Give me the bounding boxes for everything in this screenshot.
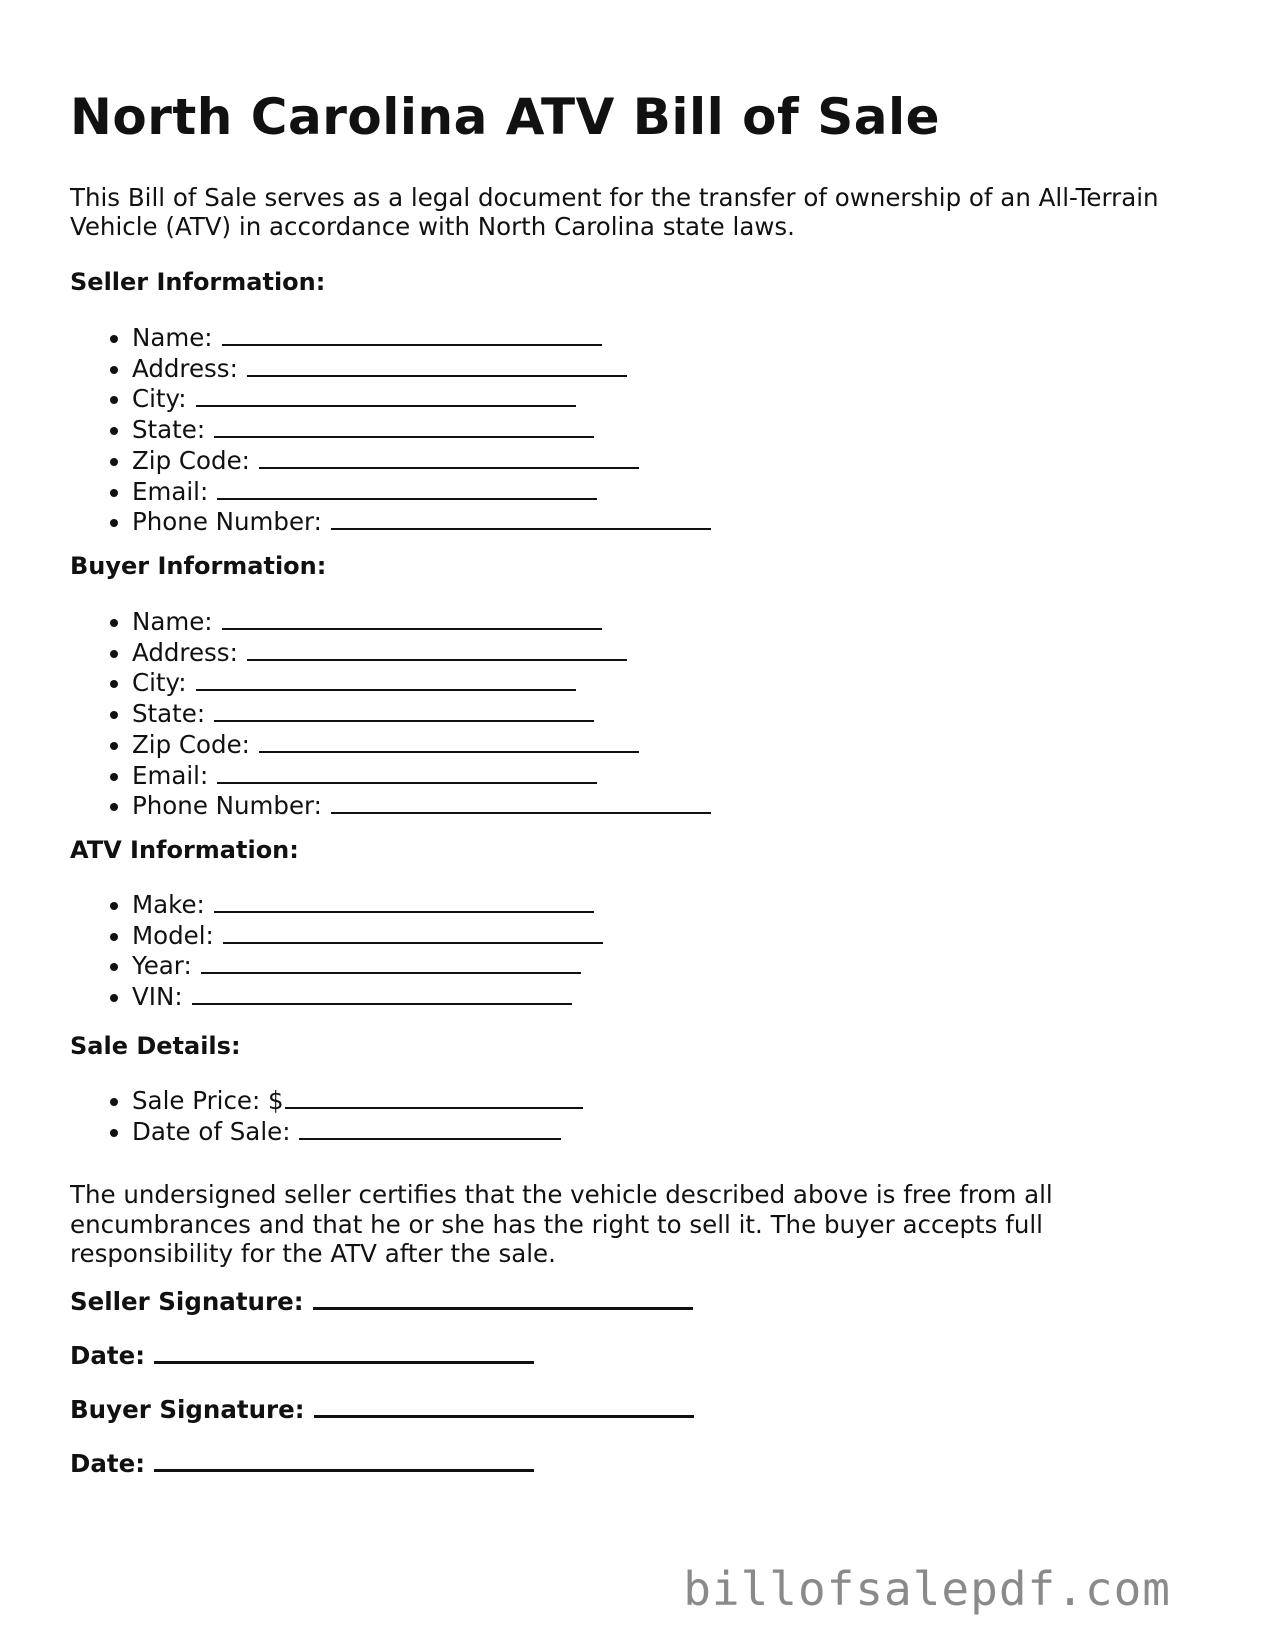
seller-zip-blank[interactable] — [259, 445, 639, 469]
atv-model-blank[interactable] — [223, 920, 603, 944]
buyer-address-blank[interactable] — [247, 637, 627, 661]
seller-phone-blank[interactable] — [331, 506, 711, 530]
buyer-field-list — [70, 606, 711, 821]
sale-price-field: • Sale Price: $ — [132, 1085, 583, 1116]
seller-city-blank[interactable] — [196, 383, 576, 407]
seller-state-field: • State: — [132, 414, 711, 445]
seller-zip-field: • Zip Code: — [132, 445, 711, 476]
atv-make-field: • Make: — [132, 889, 603, 920]
buyer-zip-field: • Zip Code: — [132, 729, 711, 760]
buyer-name-field: • Name: — [132, 606, 711, 637]
page-title: North Carolina ATV Bill of Sale — [70, 88, 940, 146]
seller-address-field: • Address: — [132, 353, 711, 384]
buyer-date-line: Date: — [70, 1447, 534, 1478]
buyer-city-field: • City: — [132, 667, 711, 698]
seller-name-blank[interactable] — [222, 322, 602, 346]
buyer-zip-blank[interactable] — [259, 729, 639, 753]
buyer-state-field: • State: — [132, 698, 711, 729]
sale-date-field: • Date of Sale: — [132, 1116, 583, 1147]
atv-field-list — [70, 889, 603, 1012]
atv-section-title: ATV Information: — [70, 836, 299, 864]
buyer-name-blank[interactable] — [222, 606, 602, 630]
intro-paragraph: This Bill of Sale serves as a legal document for the transfer of ownership of an All-Terrain Vehicle (ATV) in accordance with North Carolina state laws. — [70, 183, 1159, 241]
atv-year-field: • Year: — [132, 950, 603, 981]
atv-vin-blank[interactable] — [192, 981, 572, 1005]
seller-section-title: Seller Information: — [70, 268, 326, 296]
sale-field-list — [70, 1085, 583, 1146]
atv-year-blank[interactable] — [201, 950, 581, 974]
seller-city-field: • City: — [132, 383, 711, 414]
atv-make-blank[interactable] — [214, 889, 594, 913]
sale-price-blank[interactable] — [285, 1085, 583, 1109]
seller-date-blank[interactable] — [154, 1339, 534, 1364]
seller-email-field: • Email: — [132, 476, 711, 507]
seller-state-blank[interactable] — [214, 414, 594, 438]
certification-paragraph: The undersigned seller certifies that the vehicle described above is free from all encumbrances and that he or she has the right to sell it. The buyer accepts full responsibility for the ATV after the sale. — [70, 1180, 1053, 1268]
sale-date-blank[interactable] — [299, 1116, 561, 1140]
buyer-phone-blank[interactable] — [331, 790, 711, 814]
buyer-phone-field: • Phone Number: — [132, 790, 711, 821]
atv-model-field: • Model: — [132, 920, 603, 951]
seller-signature-blank[interactable] — [313, 1285, 693, 1310]
buyer-email-field: • Email: — [132, 760, 711, 791]
buyer-city-blank[interactable] — [196, 667, 576, 691]
buyer-state-blank[interactable] — [214, 698, 594, 722]
watermark-text: billofsalepdf.com — [683, 1562, 1171, 1616]
seller-date-line: Date: — [70, 1339, 534, 1370]
atv-vin-field: • VIN: — [132, 981, 603, 1012]
buyer-date-blank[interactable] — [154, 1447, 534, 1472]
seller-signature-line: Seller Signature: — [70, 1285, 693, 1316]
buyer-signature-blank[interactable] — [314, 1393, 694, 1418]
sale-section-title: Sale Details: — [70, 1032, 241, 1060]
buyer-section-title: Buyer Information: — [70, 552, 327, 580]
seller-phone-field: • Phone Number: — [132, 506, 711, 537]
seller-field-list — [70, 322, 711, 537]
buyer-email-blank[interactable] — [217, 760, 597, 784]
seller-address-blank[interactable] — [247, 353, 627, 377]
seller-name-field: • Name: — [132, 322, 711, 353]
seller-email-blank[interactable] — [217, 476, 597, 500]
buyer-signature-line: Buyer Signature: — [70, 1393, 694, 1424]
buyer-address-field: • Address: — [132, 637, 711, 668]
